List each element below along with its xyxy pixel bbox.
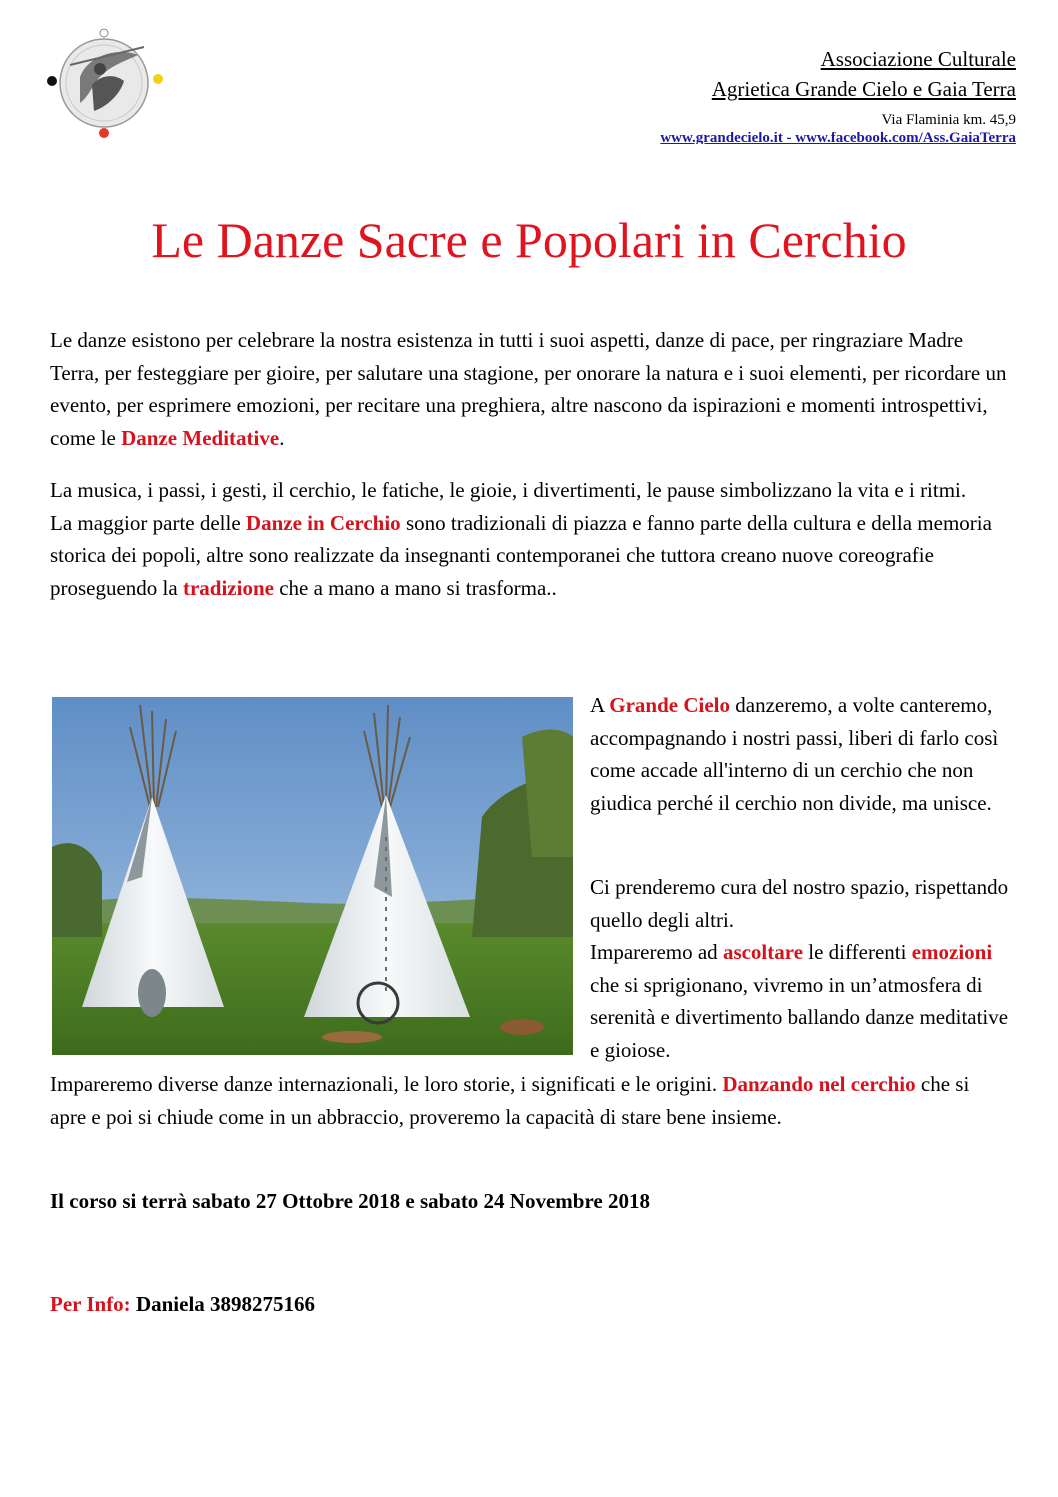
side2-c: che si sprigionano, vivremo in un’atmosfera di serenità e divertimento ballando danze meditative e gioiose. bbox=[590, 972, 1009, 1062]
org-name-line1: Associazione Culturale bbox=[820, 47, 1016, 71]
org-links[interactable]: www.grandecielo.it - www.facebook.com/Ass.GaiaTerra bbox=[660, 132, 1016, 144]
info-label: Per Info: bbox=[50, 1292, 131, 1316]
highlight-danze-meditative: Danze Meditative bbox=[121, 425, 280, 450]
grande-cielo-paragraph bbox=[590, 689, 1010, 819]
tipi-photo bbox=[52, 697, 573, 1055]
p3-b: che si apre e poi si chiude come in un abbraccio, proveremo la capacità di stare bene insieme. bbox=[50, 1072, 970, 1129]
side2-line1: Ci prenderemo cura del nostro spazio, rispettando quello degli altri. bbox=[590, 875, 1009, 932]
international-dances-paragraph bbox=[50, 1068, 1010, 1133]
highlight-danze-in-cerchio: Danze in Cerchio bbox=[245, 510, 401, 535]
side2-b: le differenti bbox=[803, 940, 912, 964]
side2-a: Impareremo ad bbox=[590, 940, 723, 964]
highlight-danzando-nel-cerchio: Danzando nel cerchio bbox=[722, 1072, 916, 1096]
intro-end: . bbox=[279, 425, 285, 450]
page-title: Le Danze Sacre e Popolari in Cerchio bbox=[151, 212, 907, 268]
space-paragraph bbox=[590, 871, 1010, 1066]
org-address: Via Flaminia km. 45,9 bbox=[881, 112, 1016, 128]
circle-text-c: che a mano a mano si trasforma.. bbox=[273, 575, 557, 600]
highlight-emozioni: emozioni bbox=[911, 940, 993, 964]
highlight-tradizione: tradizione bbox=[182, 575, 274, 600]
course-dates: Il corso si terrà sabato 27 Ottobre 2018 e sabato 24 Novembre 2018 bbox=[50, 1189, 650, 1213]
association-logo bbox=[40, 25, 170, 145]
side1-b: danzeremo, a volte canteremo, accompagnando i nostri passi, liberi di farlo così come accade all'interno di un cerchio che non giudica perché il cerchio non divide, ma unisce. bbox=[590, 693, 999, 815]
intro-text: Le danze esistono per celebrare la nostra esistenza in tutti i suoi aspetti, danze di pace, per ringraziare Madre Terra, per festeggiare per gioire, per salutare una stagione, per onorare la natura e i suoi elementi, per ricordare un evento, per esprimere emozioni, per recitare una preghiera, altre nascono da ispirazioni e momenti introspettivi, come le bbox=[50, 328, 1007, 450]
org-name-line2: Agrietica Grande Cielo e Gaia Terra bbox=[711, 77, 1016, 101]
music-line: La musica, i passi, i gesti, il cerchio, le fatiche, le gioie, i divertimenti, le pause simbolizzano la vita e i ritmi. bbox=[50, 478, 967, 502]
info-line bbox=[50, 1288, 1010, 1321]
organization-header bbox=[660, 44, 1016, 144]
highlight-grande-cielo: Grande Cielo bbox=[609, 693, 731, 717]
side1-a: A bbox=[590, 693, 610, 717]
p3-a: Impareremo diverse danze internazionali, le loro storie, i significati e le origini. bbox=[50, 1072, 723, 1096]
circle-text-a: La maggior parte delle bbox=[50, 510, 246, 535]
music-paragraph bbox=[50, 474, 1010, 604]
info-contact: Daniela 3898275166 bbox=[135, 1292, 316, 1316]
highlight-ascoltare: ascoltare bbox=[722, 940, 804, 964]
intro-paragraph bbox=[50, 324, 1010, 454]
circle-text-b: sono tradizionali di piazza e fanno parte della cultura e della memoria storica dei popoli, altre sono realizzate da insegnanti contemporanei che tuttora creano nuove coreografie proseguendo la bbox=[50, 510, 992, 600]
